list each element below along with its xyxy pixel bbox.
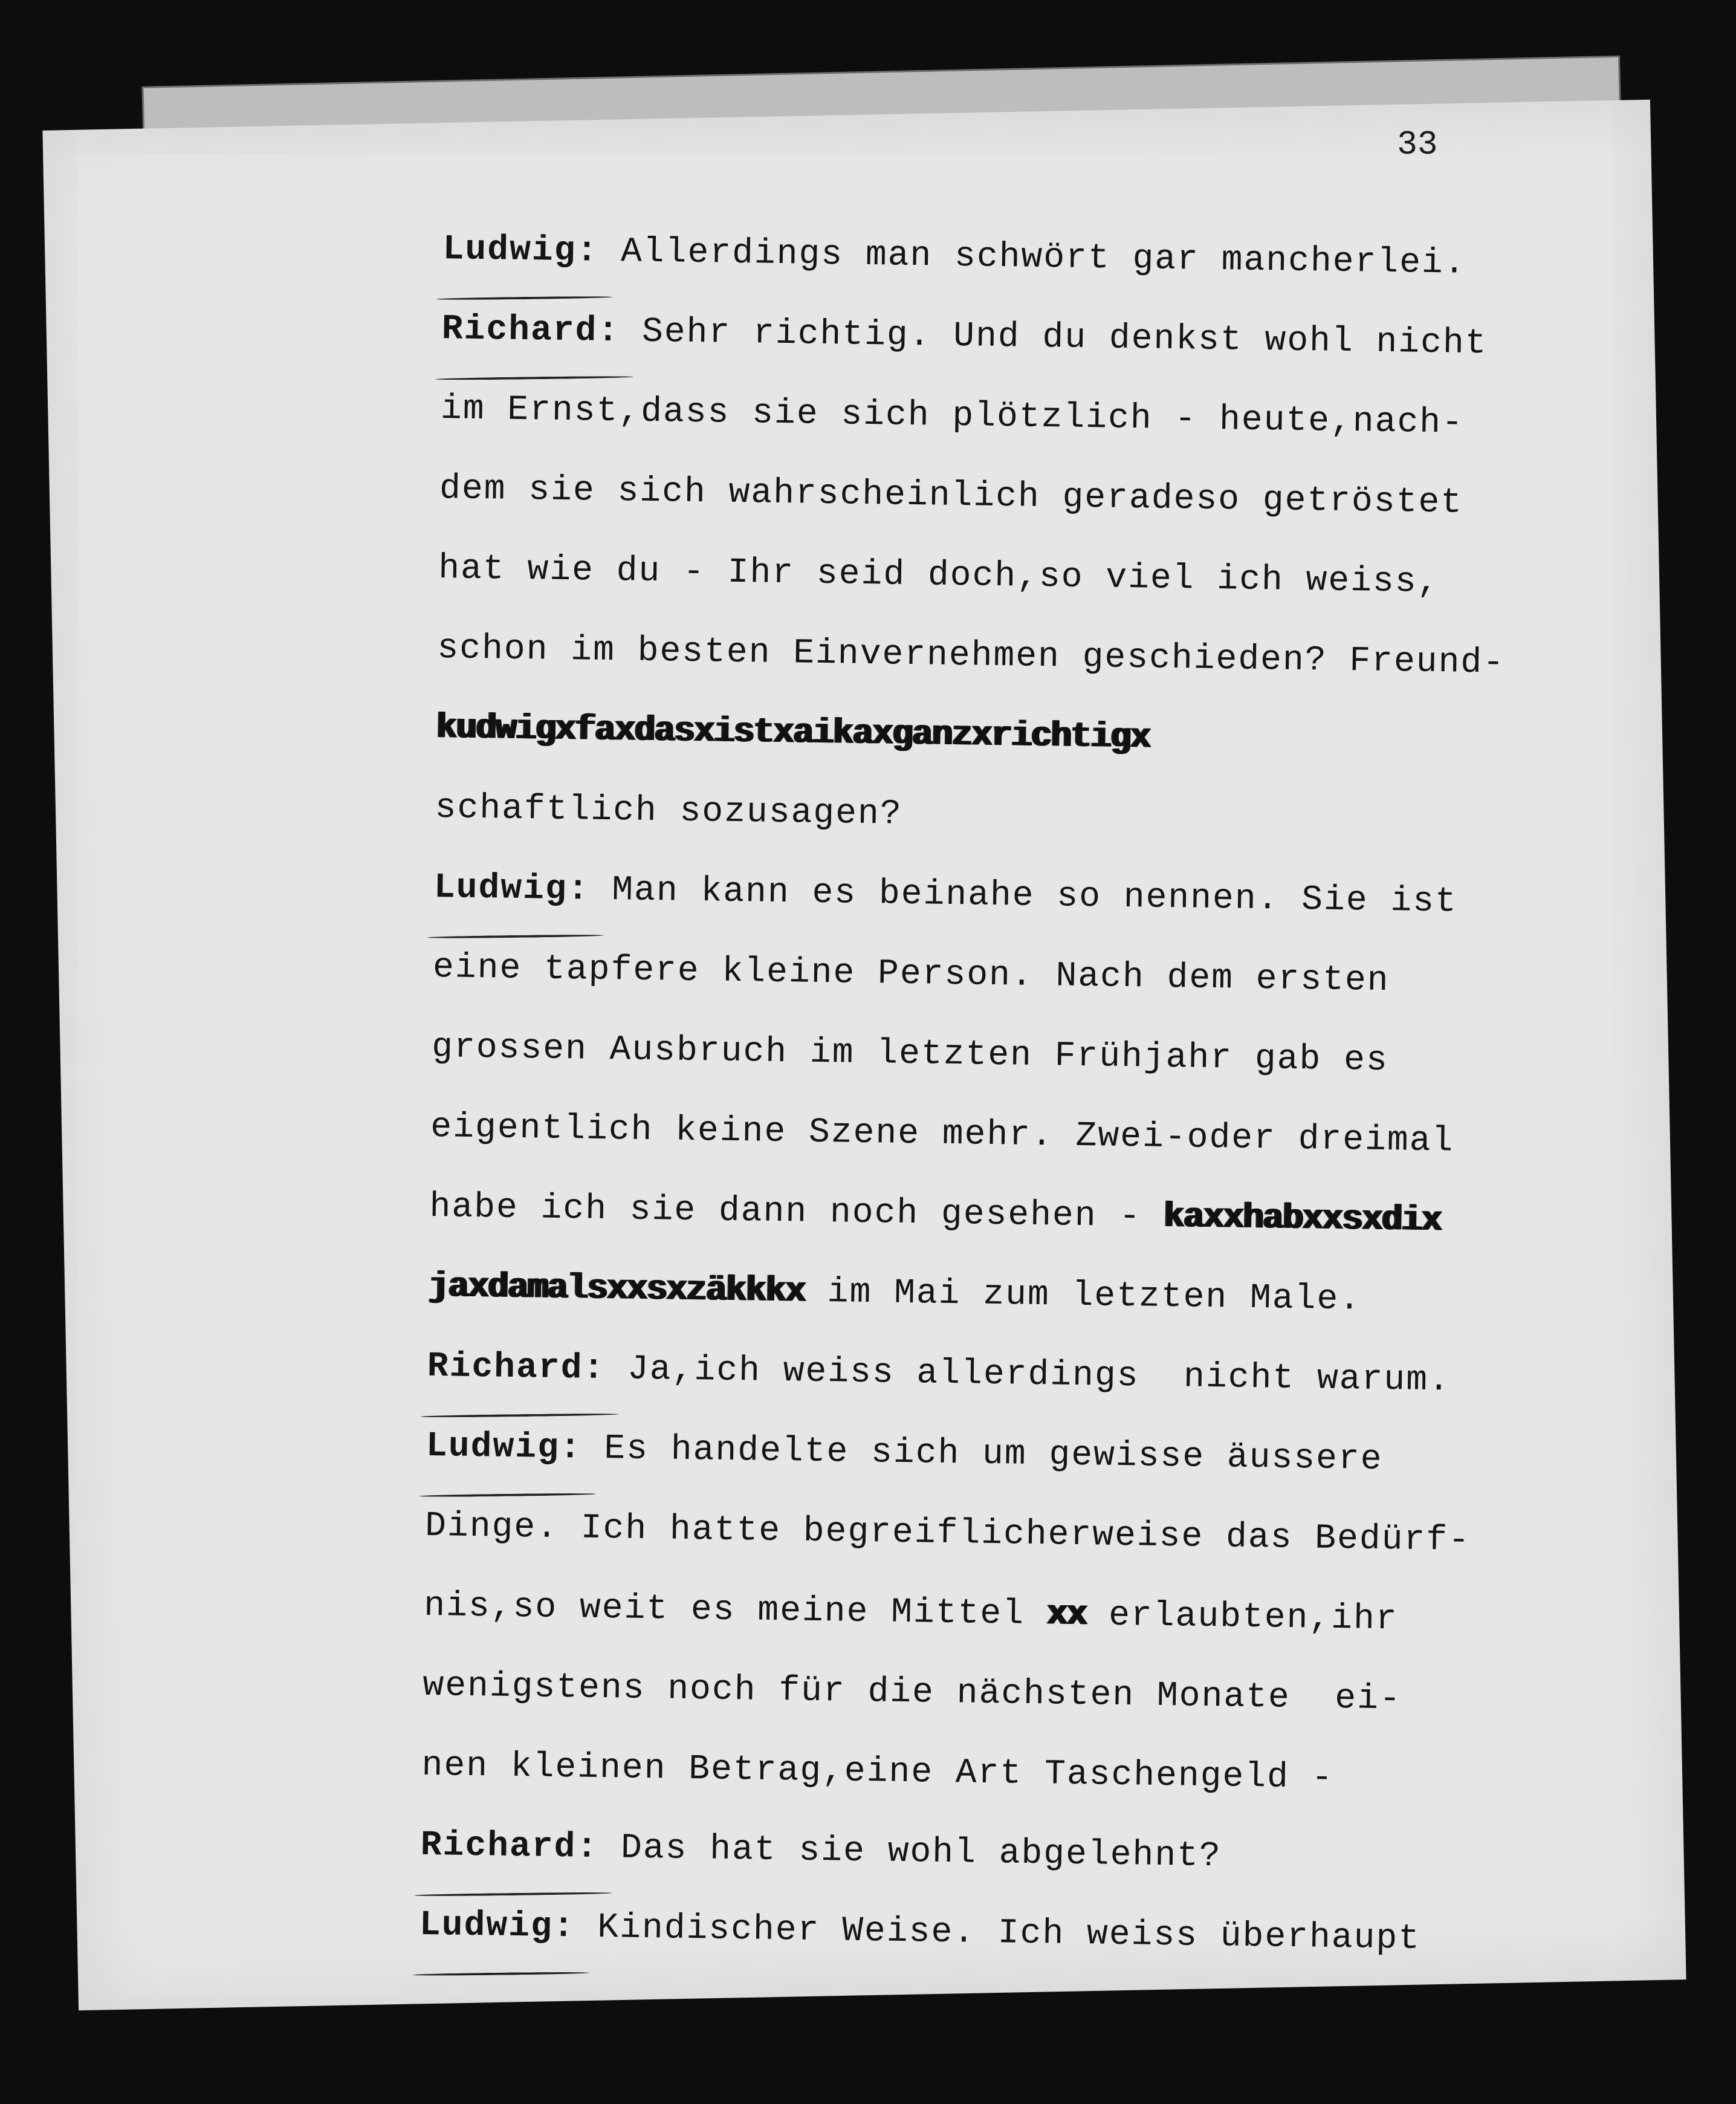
line-text: eigentlich keine Szene mehr. Zwei-oder dreimal [430, 1107, 1454, 1161]
line-text: im Ernst,dass sie sich plötzlich - heute,nach- [440, 389, 1465, 443]
speaker-label: Richard: [427, 1337, 606, 1400]
line-text: grossen Ausbruch im letzten Frühjahr gab es [431, 1027, 1389, 1081]
line-text: schaftlich sozusagen? [435, 788, 903, 834]
struck-text: jaxdamalsxxsxzäkkkx [428, 1267, 806, 1312]
line-text: schon im besten Einvernehmen geschieden? Freund- [436, 629, 1506, 683]
struck-text: kaxxhabxxsxdix [1163, 1197, 1442, 1241]
line-text: Das hat sie wohl abgelehnt? [598, 1828, 1222, 1877]
line-text: Kindischer Weise. Ich weiss überhaupt [575, 1908, 1421, 1959]
line-text: im Mai zum letzten Male. [805, 1272, 1362, 1320]
speaker-label: Ludwig: [442, 219, 599, 282]
line-text: Dinge. Ich hatte begreiflicherweise das Bedürf- [424, 1506, 1471, 1561]
typewritten-page [42, 100, 1686, 2010]
line-text: wenigstens noch für die nächsten Monate ei- [423, 1666, 1402, 1719]
speaker-label: Richard: [441, 299, 620, 362]
speaker-label: Ludwig: [426, 1417, 582, 1479]
page-number: 33 [1397, 125, 1438, 164]
struck-text: xx [1046, 1595, 1087, 1635]
struck-text: kudwigxfaxdasxistxaikaxganzxrichtigx [436, 709, 1150, 758]
line-text: Es handelte sich um gewisse äussere [581, 1429, 1383, 1480]
text-line [419, 1895, 1629, 1992]
speaker-label: Ludwig: [433, 858, 590, 921]
line-text: Allerdings man schwört gar mancherlei. [598, 232, 1467, 284]
dialogue-text [419, 219, 1652, 1992]
line-text: nen kleinen Betrag,eine Art Taschengeld - [421, 1745, 1334, 1798]
line-text: Ja,ich weiss allerdings nicht warum. [604, 1349, 1451, 1401]
speaker-label: Richard: [420, 1816, 599, 1878]
line-text: nis,so weit es meine Mittel [423, 1586, 1048, 1635]
line-text: habe ich sie dann noch gesehen - [429, 1187, 1164, 1237]
line-text: Sehr richtig. Und du denkst wohl nicht [619, 312, 1488, 364]
line-text: erlaubten,ihr [1086, 1596, 1399, 1640]
line-text: Man kann es beinahe so nennen. Sie ist [589, 870, 1458, 922]
speaker-label: Ludwig: [419, 1895, 575, 1958]
line-text: dem sie sich wahrscheinlich geradeso getröstet [439, 469, 1463, 523]
line-text: hat wie du - Ihr seid doch,so viel ich weiss, [438, 549, 1440, 603]
line-text: eine tapfere kleine Person. Nach dem ersten [432, 948, 1390, 1001]
